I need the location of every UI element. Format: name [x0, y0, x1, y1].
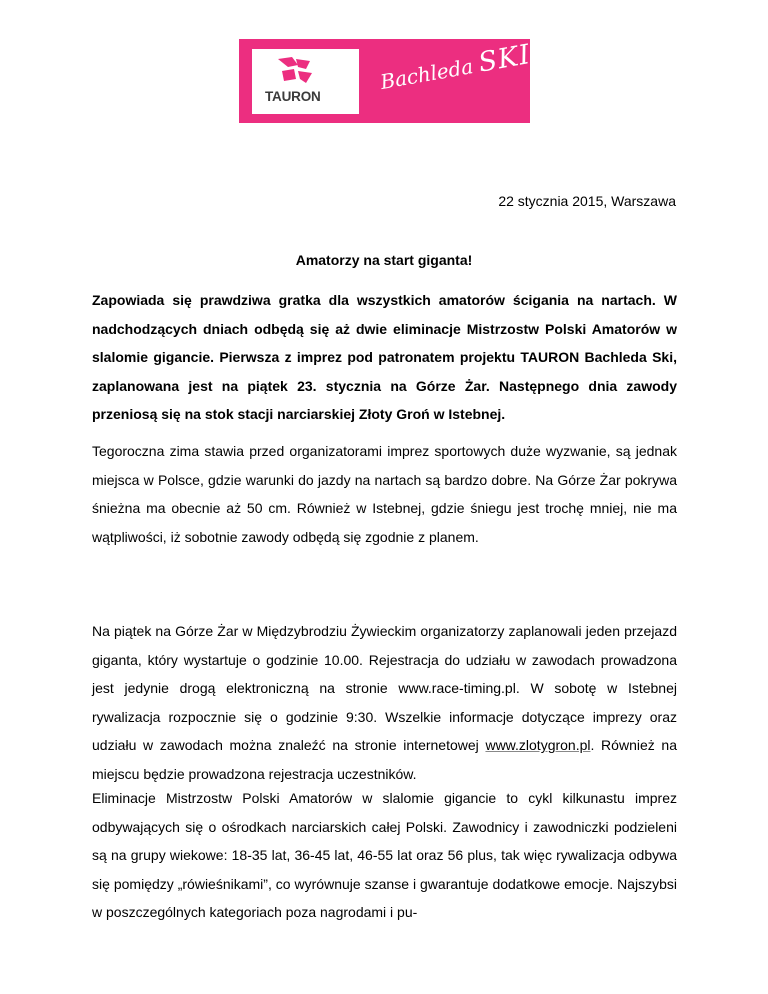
script-logo-part-1: Bachleda	[378, 54, 475, 95]
paragraph-3	[92, 617, 677, 789]
tauron-logo-icon	[276, 55, 316, 87]
logo-wordmark: TAURON	[265, 89, 321, 104]
brand-banner	[239, 39, 534, 123]
headline: Amatorzy na start giganta!	[295, 252, 473, 268]
zlotygron-link[interactable]: www.zlotygron.pl	[485, 737, 591, 754]
paragraph-3-text-end: . Również na miejscu będzie prowadzona rejestracja uczestników.	[92, 737, 677, 782]
paragraph-3-text-start: Na piątek na Górze Żar w Międzybrodziu Żywieckim organizatorzy zaplanowali jeden przejazd giganta, który wystartuje o godzinie 10.00. Rejestracja do udziału w zawodach prowadzona jest jedynie drogą elektroniczną na stronie www.race-timing.pl. W sobotę w Istebnej rywalizacja rozpocznie się o godzinie 9:30. Wszelkie informacje dotyczące imprezy oraz udziału w zawodach można znaleźć na stronie internetowej	[92, 623, 677, 754]
paragraph-2: Tegoroczna zima stawia przed organizatorami imprez sportowych duże wyzwanie, są jednak miejsca w Polsce, gdzie warunki do jazdy na nartach są bardzo dobre. Na Górze Żar pokrywa śnieżna ma obecnie aż 50 cm. Również w Istebnej, gdzie śniegu jest trochę mniej, nie ma wątpliwości, iż sobotnie zawody odbędą się zgodnie z planem.	[92, 443, 677, 545]
bachleda-ski-script-logo	[378, 39, 533, 96]
paragraph-4: Eliminacje Mistrzostw Polski Amatorów w slalomie gigancie to cykl kilkunastu imprez odbywających się o ośrodkach narciarskich całej Polski. Zawodnicy i zawodniczki podzieleni są na grupy wiekowe: 18-35 lat, 36-45 lat, 46-55 lat oraz 56 plus, tak więc rywalizacja odbywa się pomiędzy „rówieśnikami”, co wyrównuje szanse i gwarantuje dodatkowe emocje. Najszybsi w poszczególnych kategoriach poza nagrodami i pu-	[92, 790, 677, 921]
tauron-logo	[252, 49, 359, 114]
lead-paragraph: Zapowiada się prawdziwa gratka dla wszystkich amatorów ścigania na nartach. W nadchodzących dniach odbędą się aż dwie eliminacje Mistrzostw Polski Amatorów w slalomie gigancie. Pierwsza z imprez pod patronatem projektu TAURON Bachleda Ski, zaplanowana jest na piątek 23. stycznia na Górze Żar. Następnego dnia zawody przeniosą się na stok stacji narciarskiej Złoty Groń w Istebnej.	[92, 292, 677, 423]
script-logo-part-2: SKI	[476, 39, 534, 79]
dateline: 22 stycznia 2015, Warszawa	[498, 193, 676, 209]
